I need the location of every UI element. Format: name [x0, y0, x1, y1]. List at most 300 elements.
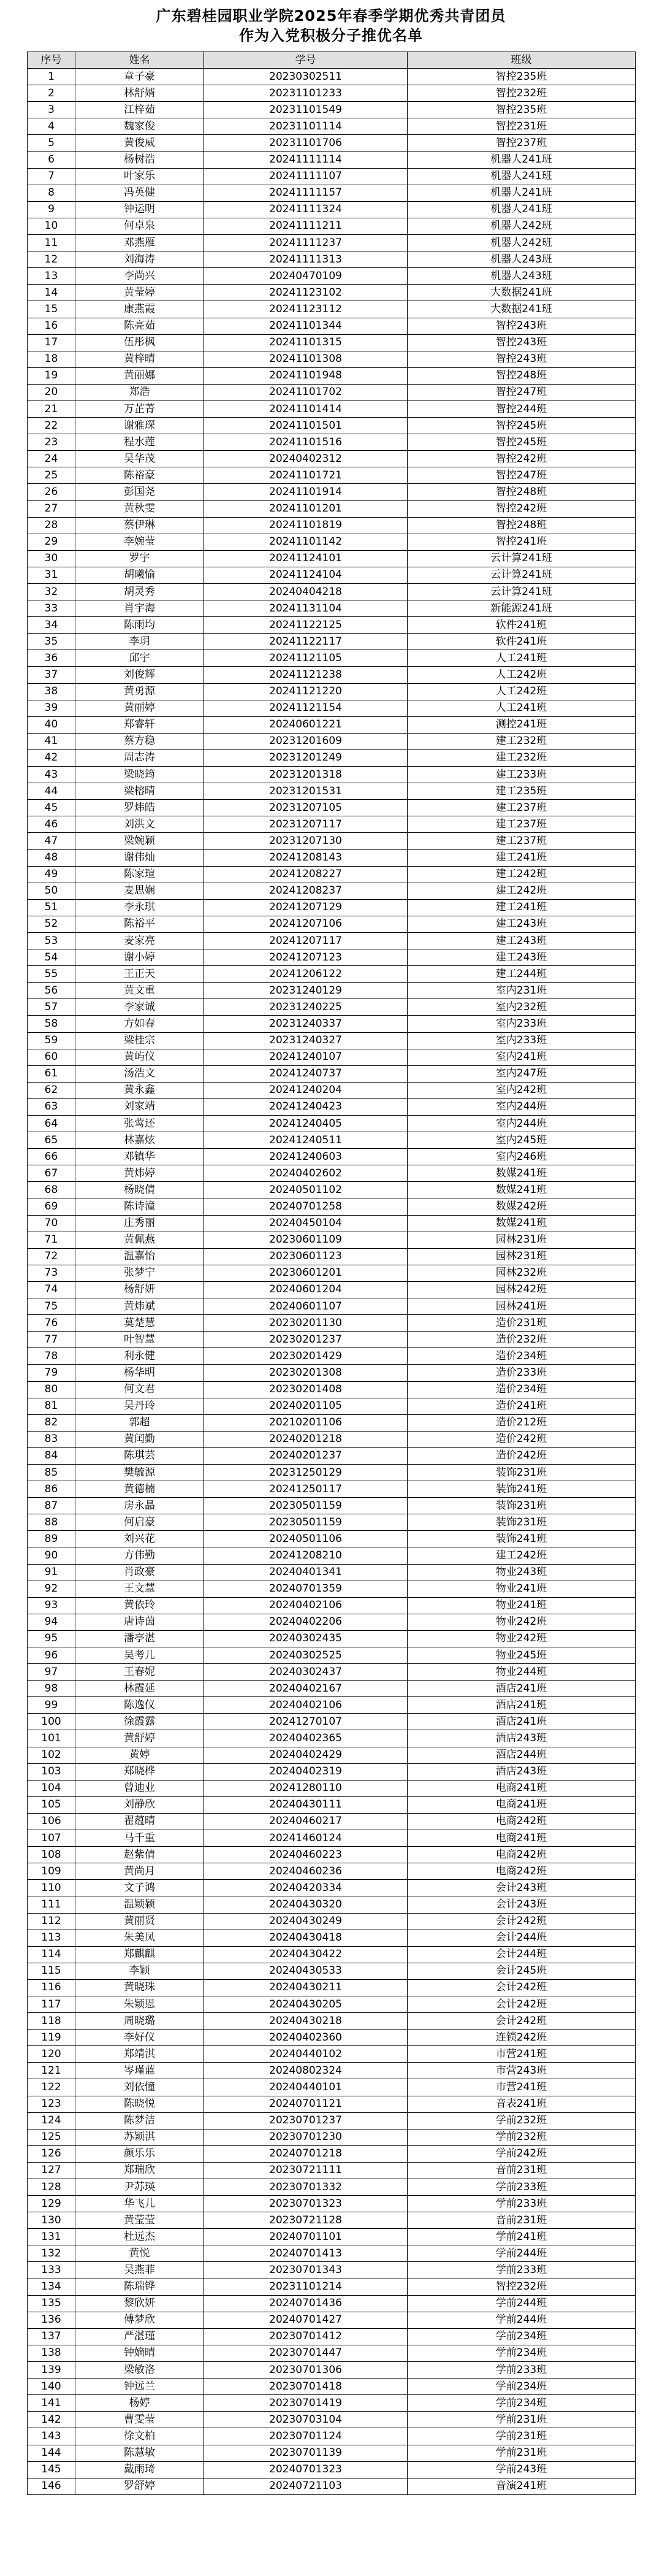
cell-class: 会计242班: [408, 1996, 636, 2012]
cell-serial: 7: [28, 168, 75, 185]
cell-name: 陈裕平: [75, 916, 204, 932]
cell-student-id: 20240402106: [204, 1697, 408, 1714]
table-row: [28, 1796, 636, 1813]
table-row: [28, 1215, 636, 1232]
table-row: [28, 634, 636, 650]
cell-name: 冯英健: [75, 185, 204, 201]
cell-serial: 65: [28, 1132, 75, 1149]
cell-serial: 1: [28, 69, 75, 85]
cell-class: 数媒242班: [408, 1198, 636, 1215]
table-row: [28, 667, 636, 683]
cell-student-id: 20230201130: [204, 1315, 408, 1332]
cell-class: 室内241班: [408, 1049, 636, 1065]
table-row: [28, 1581, 636, 1597]
table-row: [28, 1514, 636, 1531]
cell-serial: 12: [28, 251, 75, 268]
table-row: [28, 1431, 636, 1447]
cell-name: 曾迪业: [75, 1780, 204, 1796]
cell-serial: 59: [28, 1032, 75, 1049]
cell-name: 黄炜婷: [75, 1165, 204, 1182]
cell-serial: 88: [28, 1514, 75, 1531]
cell-name: 钟远兰: [75, 2379, 204, 2395]
table-row: [28, 783, 636, 800]
cell-serial: 24: [28, 451, 75, 467]
table-row: [28, 401, 636, 417]
cell-serial: 42: [28, 749, 75, 766]
table-row: [28, 2279, 636, 2295]
header-class: 班级: [408, 52, 636, 69]
table-row: [28, 2212, 636, 2229]
table-row: [28, 1930, 636, 1946]
cell-class: 智控248班: [408, 484, 636, 500]
cell-student-id: 20230701230: [204, 2129, 408, 2145]
cell-class: 物业244班: [408, 1664, 636, 1681]
cell-class: 学前233班: [408, 2362, 636, 2379]
cell-class: 装饰231班: [408, 1464, 636, 1481]
cell-name: 周晓璐: [75, 2013, 204, 2030]
table-row: [28, 1847, 636, 1863]
table-row: [28, 1863, 636, 1880]
table-row: [28, 1963, 636, 1979]
table-row: [28, 1880, 636, 1896]
cell-name: 陈瑞铧: [75, 2279, 204, 2295]
cell-name: 王文慧: [75, 1581, 204, 1597]
cell-student-id: 20231240129: [204, 983, 408, 999]
cell-class: 学前234班: [408, 2379, 636, 2395]
cell-serial: 70: [28, 1215, 75, 1232]
cell-student-id: 20240721103: [204, 2478, 408, 2494]
cell-student-id: 20241122125: [204, 617, 408, 634]
cell-serial: 56: [28, 983, 75, 999]
table-row: [28, 1016, 636, 1032]
cell-serial: 128: [28, 2179, 75, 2196]
document-title: [0, 0, 662, 52]
cell-student-id: 20241101948: [204, 367, 408, 384]
cell-name: 徐文柏: [75, 2428, 204, 2445]
cell-class: 学前244班: [408, 2312, 636, 2328]
table-row: [28, 966, 636, 983]
table-header-row: [28, 52, 636, 69]
table-row: [28, 1381, 636, 1398]
cell-class: 会计242班: [408, 1979, 636, 1996]
table-row: [28, 2162, 636, 2179]
cell-serial: 47: [28, 833, 75, 849]
table-row: [28, 2096, 636, 2112]
table-row: [28, 833, 636, 849]
cell-serial: 110: [28, 1880, 75, 1896]
table-row: [28, 617, 636, 634]
cell-class: 会计243班: [408, 1880, 636, 1896]
cell-student-id: 20240430418: [204, 1930, 408, 1946]
cell-student-id: 20231207117: [204, 816, 408, 833]
cell-serial: 124: [28, 2112, 75, 2129]
cell-student-id: 20230701332: [204, 2179, 408, 2196]
cell-student-id: 20240430533: [204, 1963, 408, 1979]
cell-serial: 103: [28, 1763, 75, 1780]
table-row: [28, 733, 636, 749]
cell-class: 造价242班: [408, 1431, 636, 1447]
cell-class: 学前242班: [408, 2145, 636, 2162]
cell-student-id: 20241121238: [204, 667, 408, 683]
table-row: [28, 1098, 636, 1115]
cell-student-id: 20230701139: [204, 2445, 408, 2461]
cell-student-id: 20230601201: [204, 1265, 408, 1281]
cell-student-id: 20230701124: [204, 2428, 408, 2445]
table-row: [28, 2030, 636, 2046]
cell-class: 机器人241班: [408, 168, 636, 185]
table-row: [28, 2063, 636, 2079]
cell-name: 陈裕豪: [75, 467, 204, 484]
cell-student-id: 20230302511: [204, 69, 408, 85]
cell-serial: 4: [28, 118, 75, 135]
cell-serial: 77: [28, 1332, 75, 1348]
cell-serial: 142: [28, 2412, 75, 2428]
cell-name: 唐诗茵: [75, 1614, 204, 1630]
cell-serial: 96: [28, 1647, 75, 1664]
cell-name: 罗舒婷: [75, 2478, 204, 2494]
cell-student-id: 20240302437: [204, 1664, 408, 1681]
cell-class: 物业245班: [408, 1647, 636, 1664]
cell-serial: 137: [28, 2328, 75, 2345]
cell-class: 智控244班: [408, 401, 636, 417]
cell-class: 人工241班: [408, 650, 636, 667]
table-row: [28, 1730, 636, 1747]
cell-name: 郑晓桦: [75, 1763, 204, 1780]
cell-name: 陈雨均: [75, 617, 204, 634]
table-row: [28, 700, 636, 716]
table-row: [28, 2112, 636, 2129]
cell-serial: 17: [28, 334, 75, 351]
cell-name: 严湛瑾: [75, 2328, 204, 2345]
cell-class: 智控248班: [408, 517, 636, 534]
cell-student-id: 20230701412: [204, 2328, 408, 2345]
table-row: [28, 467, 636, 484]
table-row: [28, 418, 636, 434]
cell-class: 造价233班: [408, 1365, 636, 1381]
table-row: [28, 1979, 636, 1996]
table-row: [28, 1896, 636, 1913]
cell-name: 潘亭湛: [75, 1630, 204, 1647]
cell-serial: 112: [28, 1913, 75, 1930]
cell-name: 梁榕晴: [75, 783, 204, 800]
cell-name: 伍彤枫: [75, 334, 204, 351]
cell-serial: 18: [28, 351, 75, 367]
cell-student-id: 20241111237: [204, 235, 408, 251]
cell-name: 彭国尧: [75, 484, 204, 500]
cell-class: 装饰231班: [408, 1498, 636, 1514]
cell-serial: 35: [28, 634, 75, 650]
table-row: [28, 367, 636, 384]
cell-class: 园林231班: [408, 1232, 636, 1248]
table-row: [28, 102, 636, 118]
cell-class: 建工242班: [408, 1547, 636, 1564]
cell-student-id: 20240404218: [204, 584, 408, 600]
cell-student-id: 20240701436: [204, 2295, 408, 2312]
table-row: [28, 1365, 636, 1381]
cell-class: 会计245班: [408, 1963, 636, 1979]
cell-student-id: 20240701218: [204, 2145, 408, 2162]
cell-name: 温颖颖: [75, 1896, 204, 1913]
cell-name: 邓镇华: [75, 1149, 204, 1165]
cell-serial: 27: [28, 500, 75, 517]
cell-name: 梁敏洛: [75, 2362, 204, 2379]
cell-name: 刘兴花: [75, 1531, 204, 1547]
cell-student-id: 20240701413: [204, 2245, 408, 2262]
table-row: [28, 1697, 636, 1714]
table-row: [28, 749, 636, 766]
cell-name: 叶家乐: [75, 168, 204, 185]
cell-name: 江梓茹: [75, 102, 204, 118]
table-row: [28, 550, 636, 567]
cell-serial: 94: [28, 1614, 75, 1630]
cell-student-id: 20231101706: [204, 135, 408, 151]
table-row: [28, 1647, 636, 1664]
cell-name: 李婉莹: [75, 534, 204, 550]
table-row: [28, 1414, 636, 1431]
cell-class: 机器人242班: [408, 235, 636, 251]
cell-name: 何文君: [75, 1381, 204, 1398]
cell-student-id: 20241111313: [204, 251, 408, 268]
table-row: [28, 1681, 636, 1697]
table-row: [28, 351, 636, 367]
table-row: [28, 767, 636, 783]
cell-class: 会计242班: [408, 2013, 636, 2030]
cell-serial: 50: [28, 883, 75, 899]
cell-name: 肖政豪: [75, 1564, 204, 1581]
table-row: [28, 2179, 636, 2196]
table-row: [28, 983, 636, 999]
cell-name: 程水莲: [75, 434, 204, 451]
cell-serial: 6: [28, 151, 75, 168]
cell-name: 林舒婿: [75, 85, 204, 102]
cell-class: 电商241班: [408, 1780, 636, 1796]
cell-student-id: 20240201218: [204, 1431, 408, 1447]
cell-student-id: 20241101142: [204, 534, 408, 550]
cell-serial: 135: [28, 2295, 75, 2312]
cell-student-id: 20241123112: [204, 301, 408, 318]
cell-class: 机器人241班: [408, 151, 636, 168]
cell-class: 智控235班: [408, 69, 636, 85]
cell-student-id: 20230703104: [204, 2412, 408, 2428]
cell-serial: 113: [28, 1930, 75, 1946]
cell-class: 学前232班: [408, 2129, 636, 2145]
table-row: [28, 1315, 636, 1332]
cell-student-id: 20210201106: [204, 1414, 408, 1431]
cell-class: 学前234班: [408, 2395, 636, 2412]
cell-name: 陈家瑄: [75, 866, 204, 883]
table-row: [28, 1265, 636, 1281]
cell-student-id: 20230701418: [204, 2379, 408, 2395]
cell-name: 章子豪: [75, 69, 204, 85]
cell-class: 智控235班: [408, 102, 636, 118]
table-row: [28, 85, 636, 102]
cell-student-id: 20231101233: [204, 85, 408, 102]
cell-serial: 51: [28, 899, 75, 916]
cell-student-id: 20240701323: [204, 2461, 408, 2478]
cell-student-id: 20240701258: [204, 1198, 408, 1215]
cell-name: 莫楚慧: [75, 1315, 204, 1332]
cell-student-id: 20240430320: [204, 1896, 408, 1913]
table-row: [28, 1614, 636, 1630]
cell-serial: 21: [28, 401, 75, 417]
table-row: [28, 1747, 636, 1763]
cell-serial: 127: [28, 2162, 75, 2179]
cell-serial: 55: [28, 966, 75, 983]
cell-student-id: 20241208227: [204, 866, 408, 883]
cell-student-id: 20241111107: [204, 168, 408, 185]
cell-class: 市营243班: [408, 2063, 636, 2079]
cell-class: 市营241班: [408, 2046, 636, 2063]
cell-student-id: 20240430249: [204, 1913, 408, 1930]
cell-student-id: 20241280110: [204, 1780, 408, 1796]
cell-student-id: 20240460223: [204, 1847, 408, 1863]
cell-student-id: 20241121105: [204, 650, 408, 667]
cell-serial: 141: [28, 2395, 75, 2412]
cell-student-id: 20240430211: [204, 1979, 408, 1996]
cell-name: 曹雯莹: [75, 2412, 204, 2428]
cell-serial: 123: [28, 2096, 75, 2112]
cell-serial: 107: [28, 1830, 75, 1847]
cell-class: 电商241班: [408, 1796, 636, 1813]
cell-name: 庄秀丽: [75, 1215, 204, 1232]
cell-name: 黎欣妍: [75, 2295, 204, 2312]
cell-class: 学前232班: [408, 2112, 636, 2129]
cell-name: 张梦宁: [75, 1265, 204, 1281]
cell-student-id: 20230701447: [204, 2345, 408, 2361]
cell-serial: 2: [28, 85, 75, 102]
cell-name: 郑睿轩: [75, 716, 204, 733]
cell-class: 智控241班: [408, 534, 636, 550]
cell-student-id: 20240430422: [204, 1946, 408, 1963]
table-row: [28, 2295, 636, 2312]
cell-class: 室内233班: [408, 1032, 636, 1049]
cell-class: 数媒241班: [408, 1165, 636, 1182]
cell-student-id: 20240402106: [204, 1597, 408, 1614]
cell-student-id: 20241240737: [204, 1065, 408, 1082]
cell-class: 室内247班: [408, 1065, 636, 1082]
table-row: [28, 69, 636, 85]
cell-serial: 45: [28, 800, 75, 816]
cell-student-id: 20240201105: [204, 1398, 408, 1414]
cell-serial: 67: [28, 1165, 75, 1182]
cell-serial: 14: [28, 285, 75, 301]
table-row: [28, 268, 636, 285]
cell-class: 造价234班: [408, 1348, 636, 1365]
cell-class: 测控241班: [408, 716, 636, 733]
cell-student-id: 20241240423: [204, 1098, 408, 1115]
table-row: [28, 1498, 636, 1514]
cell-serial: 138: [28, 2345, 75, 2361]
table-row: [28, 816, 636, 833]
cell-serial: 145: [28, 2461, 75, 2478]
cell-student-id: 20241101414: [204, 401, 408, 417]
cell-name: 谢伟灿: [75, 849, 204, 866]
cell-student-id: 20241121220: [204, 683, 408, 700]
table-row: [28, 1780, 636, 1796]
cell-name: 杨华明: [75, 1365, 204, 1381]
cell-serial: 54: [28, 949, 75, 966]
cell-student-id: 20241270107: [204, 1714, 408, 1730]
cell-class: 建工232班: [408, 749, 636, 766]
cell-serial: 52: [28, 916, 75, 932]
cell-class: 学前234班: [408, 2328, 636, 2345]
cell-class: 智控247班: [408, 384, 636, 401]
cell-serial: 87: [28, 1498, 75, 1514]
cell-serial: 90: [28, 1547, 75, 1564]
table-row: [28, 1082, 636, 1098]
table-row: [28, 235, 636, 251]
cell-name: 李家诚: [75, 999, 204, 1016]
cell-student-id: 20231101549: [204, 102, 408, 118]
cell-class: 音前231班: [408, 2162, 636, 2179]
cell-class: 酒店243班: [408, 1730, 636, 1747]
cell-class: 酒店241班: [408, 1681, 636, 1697]
cell-serial: 30: [28, 550, 75, 567]
cell-class: 酒店244班: [408, 1747, 636, 1763]
cell-name: 刘家靖: [75, 1098, 204, 1115]
table-row: [28, 650, 636, 667]
table-row: [28, 1232, 636, 1248]
cell-student-id: 20241121154: [204, 700, 408, 716]
cell-serial: 120: [28, 2046, 75, 2063]
cell-serial: 28: [28, 517, 75, 534]
table-row: [28, 1032, 636, 1049]
cell-serial: 80: [28, 1381, 75, 1398]
cell-serial: 43: [28, 767, 75, 783]
cell-class: 软件241班: [408, 634, 636, 650]
cell-serial: 143: [28, 2428, 75, 2445]
table-row: [28, 1830, 636, 1847]
cell-student-id: 20241111324: [204, 201, 408, 218]
cell-name: 尹苏瑛: [75, 2179, 204, 2196]
cell-student-id: 20240302525: [204, 1647, 408, 1664]
cell-student-id: 20240460217: [204, 1813, 408, 1830]
cell-name: 吴丹玲: [75, 1398, 204, 1414]
table-row: [28, 1065, 636, 1082]
cell-serial: 33: [28, 600, 75, 617]
cell-class: 学前231班: [408, 2445, 636, 2461]
cell-student-id: 20241101315: [204, 334, 408, 351]
roster-table: [27, 52, 636, 2495]
cell-name: 郭超: [75, 1414, 204, 1431]
table-row: [28, 484, 636, 500]
cell-class: 酒店243班: [408, 1763, 636, 1780]
cell-class: 建工237班: [408, 816, 636, 833]
cell-name: 黄闰勤: [75, 1431, 204, 1447]
cell-student-id: 20240402360: [204, 2030, 408, 2046]
cell-name: 罗宇: [75, 550, 204, 567]
cell-serial: 15: [28, 301, 75, 318]
table-row: [28, 1913, 636, 1930]
table-row: [28, 584, 636, 600]
table-row: [28, 168, 636, 185]
cell-serial: 106: [28, 1813, 75, 1830]
cell-serial: 34: [28, 617, 75, 634]
cell-class: 智控231班: [408, 118, 636, 135]
cell-serial: 104: [28, 1780, 75, 1796]
cell-class: 室内244班: [408, 1116, 636, 1132]
cell-class: 学前233班: [408, 2196, 636, 2212]
table-row: [28, 1116, 636, 1132]
cell-serial: 10: [28, 218, 75, 234]
cell-name: 方如春: [75, 1016, 204, 1032]
cell-class: 装饰241班: [408, 1481, 636, 1498]
cell-serial: 83: [28, 1431, 75, 1447]
cell-class: 智控242班: [408, 451, 636, 467]
cell-class: 造价212班: [408, 1414, 636, 1431]
cell-class: 建工232班: [408, 733, 636, 749]
table-row: [28, 1597, 636, 1614]
